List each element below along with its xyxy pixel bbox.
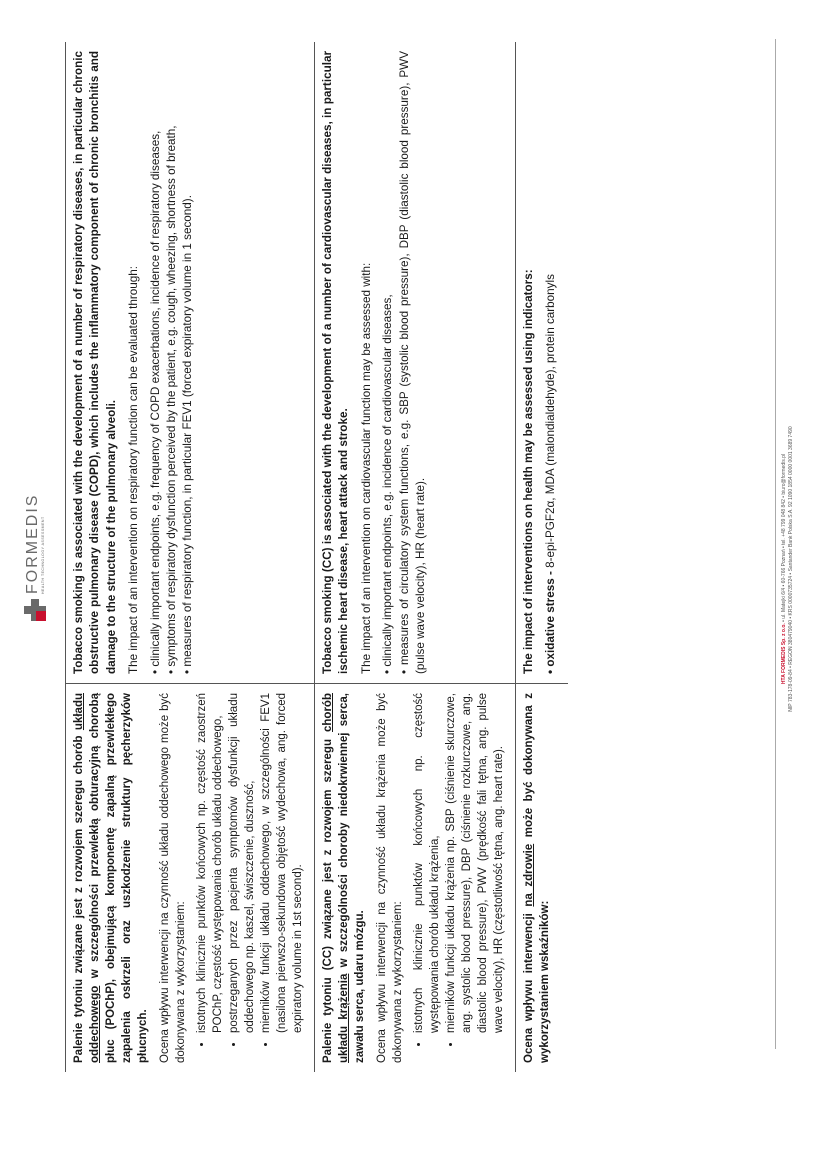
list-item: • postrzeganych przez pacjenta symptomów dysfunkcji układu oddechowego np. kaszel, świszczenie, duszność, xyxy=(226,693,258,1033)
list-item: • clinically important endpoints, e.g. frequency of COPD exacerbations, incidence of respiratory diseases, xyxy=(148,130,162,674)
formedis-logo xyxy=(24,494,46,621)
cross-logo-icon xyxy=(24,599,46,621)
logo-name: FORMEDIS xyxy=(23,493,41,594)
polish-list xyxy=(411,693,507,1063)
english-cell xyxy=(66,42,315,684)
list-item: • measures of circulatory system functions, e.g. SBP (systolic blood pressure), DBP (diastolic blood pressure), PWV (pulse wave velocity), HR (heart rate). xyxy=(397,51,428,674)
polish-heading: Palenie tytoniu (CC) związane jest z rozwojem szeregu chorób układu krążenia w szczególności choroby niedokrwiennej serca, zawału serca, udaru mózgu. xyxy=(322,693,366,1063)
list-item: • mierników funkcji układu oddechowego, w szczególności FEV1 (nasilona pierwszo-sekundowa objętość wydechowa, ang. forced expiratory volume in 1st second). xyxy=(258,693,306,1033)
list-item: • istotnych klinicznie punktów końcowych np. częstość zaostrzeń POChP, częstość występowania chorób układu oddechowego, xyxy=(194,693,226,1033)
polish-intro: Ocena wpływu interwencji na czynność układu oddechowego może być dokonywana z wykorzystaniem: xyxy=(159,693,187,1063)
list-item: • istotnych klinicznie punktów końcowych np. częstość występowania chorób układu krążenia, xyxy=(411,693,443,1033)
polish-heading: Palenie tytoniu związane jest z rozwojem szeregu chorób układu oddechowego w szczególności przewlekłą obturacyjną chorobą płuc (POChP), obejmującą komponentę zapalną przewlekłego zapalenia oskrzeli oraz uszkodzenie struktury pęcherzyków płucnych. xyxy=(73,693,149,1063)
list-item: • symptoms of respiratory dysfunction perceived by the patient, e.g. cough, wheezing, shortness of breath, xyxy=(165,125,179,674)
footer xyxy=(781,169,795,969)
table-row-cardiovascular xyxy=(315,42,516,1072)
footer-divider xyxy=(775,39,776,1049)
polish-heading: Ocena wpływu interwencji na zdrowie może być dokonywana z wykorzystaniem wskaźników: xyxy=(523,693,551,1063)
polish-cell xyxy=(66,684,315,1073)
list-item: • oxidative stress - 8-epi-PGF2α, MDA (malondialdehyde), protein carbonyls xyxy=(544,274,558,674)
polish-cell xyxy=(516,684,568,1073)
footer-registration: NIP 783-178-09-84 • REGON 380479040 • KRS 0000735724 • Santander Bank Polska S.A. 92 1090 1854 0000 0001 3689 7490 xyxy=(788,426,794,712)
list-item: • clinically important endpoints, e.g. incidence of cardiovascular diseases, xyxy=(381,294,395,674)
list-item: • measures of respiratory function, in particular FEV1 (forced expiratory volume in 1 second). xyxy=(181,195,195,674)
english-heading: Tobacco smoking is associated with the development of a number of respiratory diseases, in particular chronic obstructive pulmonary disease (COPD), which includes the inflammatory component of chronic bronchitis and damage to the structure of the pulmonary alveoli. xyxy=(72,51,118,674)
footer-company: HTA FORMEDIS Sp. z o.o. xyxy=(781,623,787,685)
english-cell xyxy=(315,42,516,684)
polish-list xyxy=(194,693,306,1063)
english-heading: The impact of interventions on health may be assessed using indicators: xyxy=(522,269,535,674)
english-intro: The impact of an intervention on respiratory function can be evaluated through: xyxy=(127,265,141,674)
polish-intro: Ocena wpływu interwencji na czynność układu krążenia może być dokonywana z wykorzystaniem: xyxy=(376,693,404,1063)
table-row-respiratory xyxy=(66,42,315,1072)
logo-subtitle: HEALTH TECHNOLOGY ASSESSMENT xyxy=(40,516,45,594)
english-cell xyxy=(516,42,568,684)
polish-cell xyxy=(315,684,516,1073)
table-row-health xyxy=(516,42,568,1072)
footer-address: • ul. Matejki 6/4 • 60-766 Poznań • tel. +48 799 048 842 • biuro@formedis.pl xyxy=(781,453,787,624)
english-intro: The impact of an intervention on cardiovascular function may be assessed with: xyxy=(359,262,373,674)
list-item: • mierników funkcji układu krążenia np. SBP (ciśnienie skurczowe, ang. systolic blood pressure), DBP (ciśnienie rozkurczowe, ang. diastolic blood pressure), PWV (prędkość fali tętna, ang. pulse wave velocity), HR (częstotliwość tętna, ang. heart rate). xyxy=(443,693,507,1033)
english-heading: Tobacco smoking (CC) is associated with the development of a number of cardiovascular diseases, in particular ischemic heart disease, heart attack and stroke. xyxy=(321,51,351,674)
content-table xyxy=(65,42,568,1072)
